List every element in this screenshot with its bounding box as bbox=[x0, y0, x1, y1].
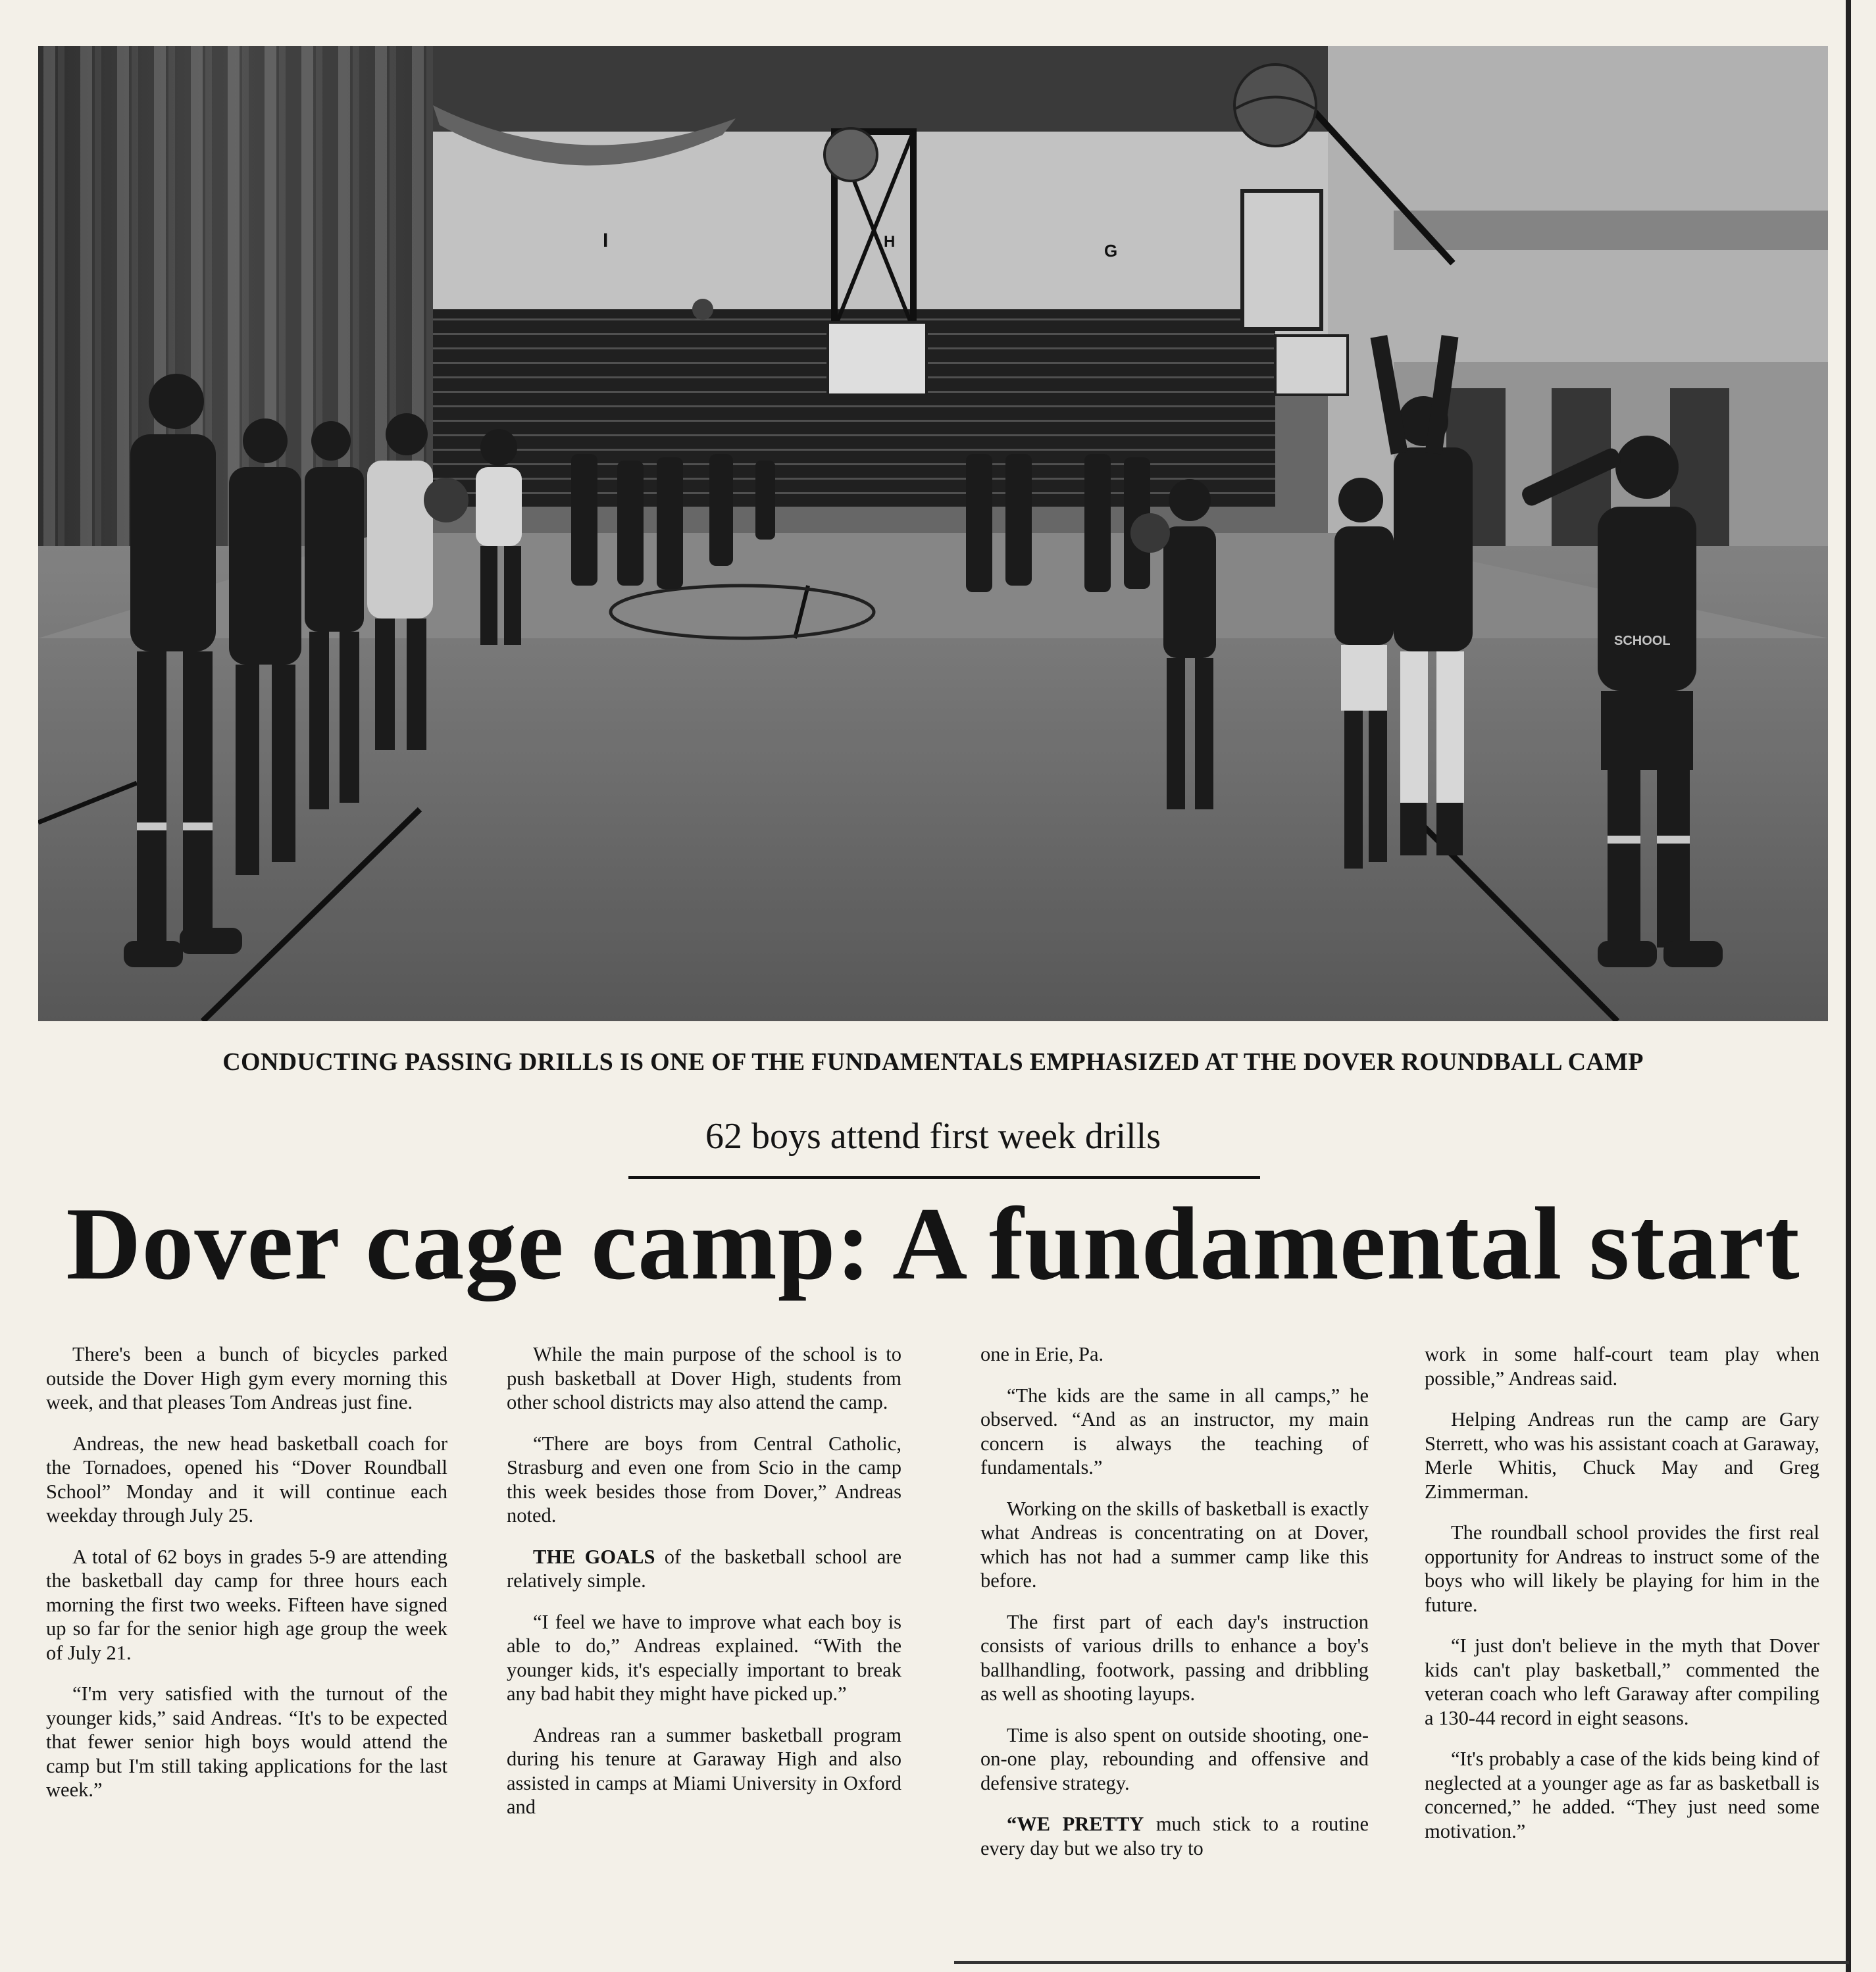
article-body bbox=[0, 1342, 1876, 1961]
paragraph-rest: of the basketball school are relatively simple. bbox=[507, 1545, 901, 1592]
subhead-rule bbox=[628, 1176, 1260, 1179]
wall-marker-g: G bbox=[1104, 241, 1118, 261]
paragraph: There's been a bunch of bicycles parked outside the Dover High gym every morning this week, and that pleases Tom Andreas just fine. bbox=[46, 1343, 447, 1413]
wall-marker-i: I bbox=[603, 230, 609, 251]
column-2 bbox=[507, 1342, 901, 1836]
paragraph: “I just don't believe in the myth that Dover kids can't play basketball,” commented the veteran coach who left Garaway after compiling a 130-44 record in eight seasons. bbox=[1425, 1634, 1819, 1729]
paragraph: “I'm very satisfied with the turnout of the younger kids,” said Andreas. “It's to be expected that fewer senior high boys would attend the camp but I'm still taking applications for the last week.” bbox=[46, 1682, 447, 1801]
paragraph: Working on the skills of basketball is exactly what Andreas is concentrating on at Dover, which has not had a summer camp like this before. bbox=[980, 1497, 1369, 1592]
paragraph bbox=[507, 1545, 901, 1593]
column-1 bbox=[46, 1342, 447, 1819]
paragraph: “The kids are the same in all camps,” he observed. “And as an instructor, my main concern is always the teaching of fundamentals.” bbox=[980, 1384, 1369, 1479]
paragraph: The first part of each day's instruction consists of various drills to enhance a boy's ballhandling, footwork, passing and dribbling as well as shooting layups. bbox=[980, 1610, 1369, 1705]
paragraph: The roundball school provides the first real opportunity for Andreas to instruct some of the boys who will likely be playing for him in the future. bbox=[1425, 1521, 1819, 1616]
column-3 bbox=[980, 1342, 1369, 1877]
paragraph: work in some half-court team play when possible,” Andreas said. bbox=[1425, 1343, 1819, 1390]
paragraph-lead: “WE PRETTY bbox=[1007, 1813, 1144, 1835]
subheadline: 62 boys attend first week drills bbox=[705, 1116, 1161, 1157]
shirt-print: SCHOOL bbox=[1614, 634, 1671, 648]
paragraph: A total of 62 boys in grades 5-9 are attending the basketball day camp for three hours each morning the first two weeks. Fifteen have signed up so far for the senior high age group the week of July 21. bbox=[46, 1545, 447, 1664]
paragraph: Helping Andreas run the camp are Gary Sterrett, who was his assistant coach at Garaway, Merle Whitis, Chuck May and Greg Zimmerman. bbox=[1425, 1408, 1819, 1503]
gym-photo bbox=[38, 46, 1828, 1021]
paragraph: one in Erie, Pa. bbox=[980, 1343, 1104, 1365]
paragraph: Andreas, the new head basketball coach for the Tornadoes, opened his “Dover Roundball School” Monday and it will continue each weekday through July 25. bbox=[46, 1432, 447, 1527]
paragraph: Time is also spent on outside shooting, one-on-one play, rebounding and offensive and defensive strategy. bbox=[980, 1723, 1369, 1794]
paragraph-lead: THE GOALS bbox=[533, 1545, 655, 1568]
wall-marker-h: H bbox=[884, 233, 896, 251]
paragraph: “There are boys from Central Catholic, Strasburg and even one from Scio in the camp this week besides those from Dover,” Andreas noted. bbox=[507, 1432, 901, 1527]
paragraph: While the main purpose of the school is to push basketball at Dover High, students from other school districts may also attend the camp. bbox=[507, 1343, 901, 1413]
clipping-edge-bottom bbox=[954, 1961, 1849, 1964]
paragraph-rest: much stick to a routine every day but we also try to bbox=[980, 1813, 1369, 1859]
paragraph: “I feel we have to improve what each boy is able to do,” Andreas explained. “With the younger kids, it's especially important to break any bad habit they might have picked up.” bbox=[507, 1610, 901, 1705]
gym-photo-drawing bbox=[38, 46, 1828, 1021]
paragraph bbox=[980, 1812, 1369, 1860]
headline: Dover cage camp: A fundamental start bbox=[66, 1186, 1800, 1302]
column-4 bbox=[1425, 1342, 1819, 1860]
photo-caption: CONDUCTING PASSING DRILLS IS ONE OF THE FUNDAMENTALS EMPHASIZED AT THE DOVER ROUNDBALL CAMP bbox=[222, 1048, 1644, 1076]
paragraph: “It's probably a case of the kids being kind of neglected at a younger age as far as basketball is concerned,” he added. “They just need some motivation.” bbox=[1425, 1748, 1819, 1842]
paragraph: Andreas ran a summer basketball program during his tenure at Garaway High and also assisted in camps at Miami University in Oxford and bbox=[507, 1723, 901, 1818]
